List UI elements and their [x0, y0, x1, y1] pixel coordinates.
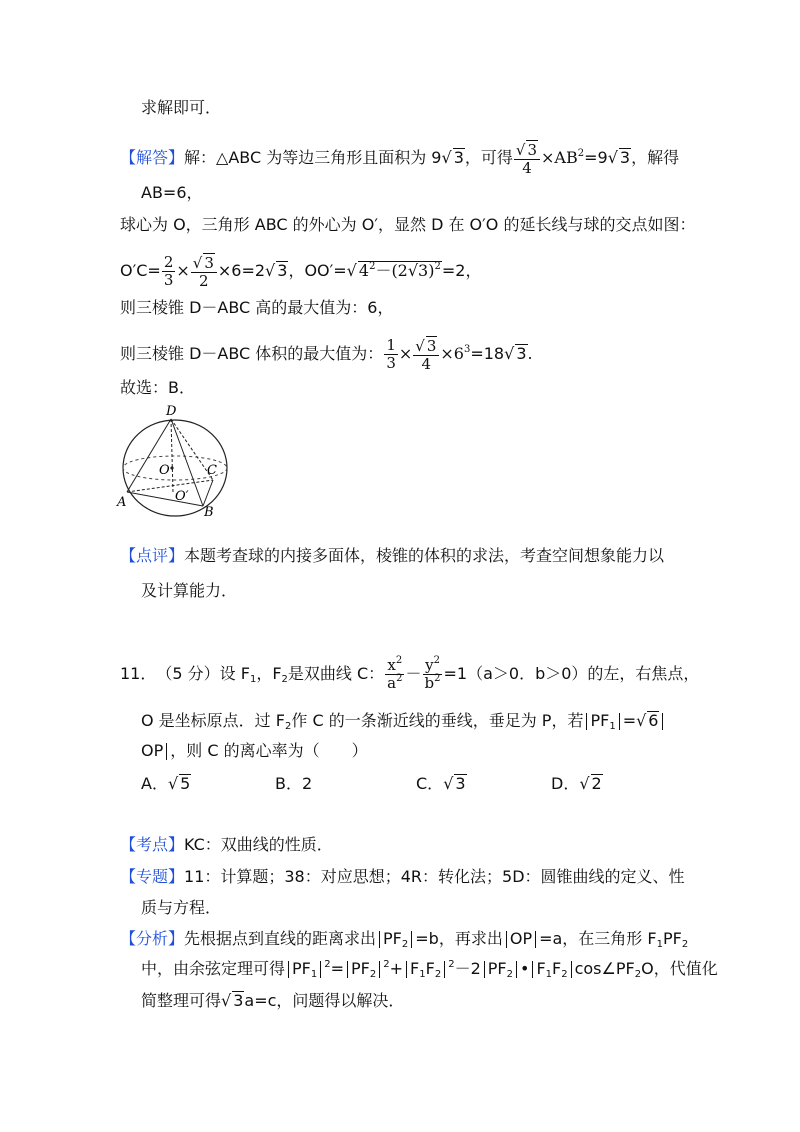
edge-ab — [127, 492, 203, 506]
option-a[interactable] — [141, 773, 191, 795]
q11-text: PF — [590, 711, 610, 730]
axis-dO — [171, 419, 173, 492]
option-label: C． — [416, 774, 444, 793]
zhuanti-tag: 【专题】 — [120, 867, 185, 886]
zhuanti-line-2: 质与方程． — [141, 898, 222, 917]
fenxi-line-1: 【分析】先根据点到直线的距离求出 $PF_2 =b$，再求出 OP =a，在三角形 $F_1PF_2$ — [120, 929, 689, 950]
radical-sign: √ — [265, 261, 276, 280]
answer-text: =9 — [584, 148, 608, 167]
kaodian-text: KC：双曲线的性质． — [184, 835, 333, 854]
solution-tail: 求解即可． — [141, 98, 222, 117]
zhuanti-text: 11：计算题；38：对应思想；4R：转化法；5D：圆锥曲线的定义、性 — [184, 867, 685, 886]
center-point — [170, 466, 173, 469]
kaodian-tag: 【考点】 — [120, 835, 185, 854]
label-A: A — [117, 495, 127, 510]
fraction: $\frac{√ 3}{4}$ — [514, 140, 540, 177]
label-B: B — [204, 505, 214, 520]
option-label: D． — [551, 774, 580, 793]
volume-text: =18 — [470, 344, 505, 363]
answer-tag: 【解答】 — [120, 148, 185, 167]
oc-text: =2， — [441, 261, 482, 280]
label-D: D — [166, 404, 177, 419]
kaodian-line — [120, 834, 333, 856]
q11-text: =1（a＞0．b＞0）的左，右焦点， — [443, 664, 700, 683]
comment-text: 本题考查球的内接多面体，棱锥的体积的求法，考查空间想象能力以 — [184, 546, 665, 565]
option-b[interactable] — [275, 773, 312, 795]
option-d[interactable] — [551, 773, 603, 795]
q11-line-2: O 是坐标原点．过 $F_2$作 C 的一条渐近线的垂线，垂足为 P，若 $PF_1$ =√ 6 — [141, 710, 666, 732]
sphere-line: 球心为 O，三角形 ABC 的外心为 O′，显然 D 在 O′O 的延长线与球的交点如图： — [120, 215, 696, 234]
fenxi-text: O，代值化 — [641, 959, 718, 978]
q11-text: O 是坐标原点．过 F — [141, 711, 285, 730]
q11-text: ，则 C 的离心率为（ ） — [170, 741, 368, 760]
q11-text: 是双曲线 C： — [287, 664, 385, 683]
radical-sign: √ — [346, 261, 357, 280]
option-value: 5 — [180, 774, 191, 793]
fenxi-text: PF — [351, 959, 370, 978]
fenxi-text: F — [410, 959, 420, 978]
radical-sign: √ — [636, 711, 647, 730]
q11-line-3 — [141, 740, 368, 762]
label-C: C — [207, 463, 217, 478]
sqrt: 3 — [453, 148, 464, 167]
fenxi-text: PF — [662, 929, 682, 948]
fenxi-text: －2 — [454, 959, 481, 978]
radical-sign: √ — [515, 141, 526, 159]
radical-sign: √ — [443, 774, 454, 793]
comment-line-1 — [120, 545, 664, 567]
volume-text: 则三棱锥 D－ABC 体积的最大值为： — [120, 344, 384, 363]
edge-ac — [127, 480, 213, 492]
edge-da — [127, 419, 171, 492]
ab-line: AB=6， — [141, 183, 203, 202]
radical-sign: √ — [607, 148, 618, 167]
label-O: O — [159, 463, 170, 478]
oc-text: ，OO′= — [288, 261, 347, 280]
choice-line: 故选：B． — [120, 378, 195, 397]
fenxi-text: OP — [509, 929, 533, 948]
fenxi-line-3: 简整理可得√ 3a=c，问题得以解决． — [141, 991, 405, 1010]
q11-text: ，F — [256, 664, 282, 683]
fenxi-tag: 【分析】 — [120, 929, 185, 948]
option-value: 2 — [591, 774, 602, 793]
answer-line-1: 【解答】解：△ABC 为等边三角形且面积为 9√ 3，可得 $\frac{√ 3}{4}$ $\times AB^2=9√$ 3，解得 — [120, 141, 680, 177]
comment-tag: 【点评】 — [120, 546, 185, 565]
fenxi-text: a=c，问题得以解决． — [244, 991, 405, 1010]
q11-line-1: 11． （5 分）设 $F_1$，$F_2$是双曲线 C： $\frac{x^2}{a^2}$ － $\frac{y^2}{b^2}$ =1（a＞0．b＞0）的左，右焦点， — [120, 655, 700, 692]
label-O-prime: O′ — [175, 489, 189, 504]
fenxi-text: PF — [383, 929, 402, 948]
q11-text: = — [622, 711, 637, 730]
answer-text: ，可得 — [464, 148, 513, 167]
height-line: 则三棱锥 D－ABC 高的最大值为：6， — [120, 298, 394, 317]
option-label: A． — [141, 774, 168, 793]
fenxi-text: 中，由余弦定理可得 — [141, 959, 286, 978]
sphere-figure — [115, 402, 235, 522]
zhuanti-line-1 — [120, 866, 685, 888]
q11-text: 作 C 的一条渐近线的垂线，垂足为 P，若 — [291, 711, 584, 730]
radical-sign: √ — [221, 991, 232, 1010]
volume-line: 则三棱锥 D－ABC 体积的最大值为： $\frac{1}{3}$ × $\frac{√ 3}{4}$ $\times 6^3=18√$ 3. — [120, 336, 533, 373]
q11-text: OP — [141, 741, 164, 760]
fenxi-text: =b，再求出 — [415, 929, 503, 948]
radical-sign: √ — [579, 774, 590, 793]
radical-sign: √ — [441, 148, 452, 167]
radical-sign: √ — [415, 337, 425, 355]
option-c[interactable] — [416, 773, 467, 795]
radical-sign: √ — [167, 774, 179, 793]
answer-text: ，解得 — [631, 148, 680, 167]
fenxi-text: =a，在三角形 F — [539, 929, 657, 948]
option-label: B．2 — [275, 774, 313, 793]
q11-text: （5 分）设 F — [164, 664, 250, 683]
fenxi-line-2: 中，由余弦定理可得 $PF_1^2= PF_2^2+ F_1F_2^2-2$ $PF_2$ • $F_1F_2$ $\cos\angle PF_2O$，代值化 — [141, 959, 718, 980]
oc-text: O′C= — [120, 261, 161, 280]
radical-sign: √ — [192, 254, 203, 272]
fenxi-text: 先根据点到直线的距离求出 — [184, 929, 377, 948]
radical-sign: √ — [504, 344, 515, 363]
option-value: 3 — [455, 774, 466, 793]
comment-line-2: 及计算能力． — [141, 581, 238, 600]
fenxi-text: cos∠PF — [574, 959, 635, 978]
oc-line: O′C= $\frac{2}{3}$ × $\frac{√ 3}{2}$ ×6=2√ 3，OO′=√ $4^2-(2√3)^2=2$， — [120, 253, 482, 290]
fenxi-text: PF — [292, 959, 311, 978]
oc-text: ×6=2 — [217, 261, 266, 280]
question-number: 11． — [120, 664, 157, 683]
answer-text: 解：△ABC 为等边三角形且面积为 9 — [184, 148, 442, 167]
fenxi-text: 简整理可得 — [141, 991, 222, 1010]
